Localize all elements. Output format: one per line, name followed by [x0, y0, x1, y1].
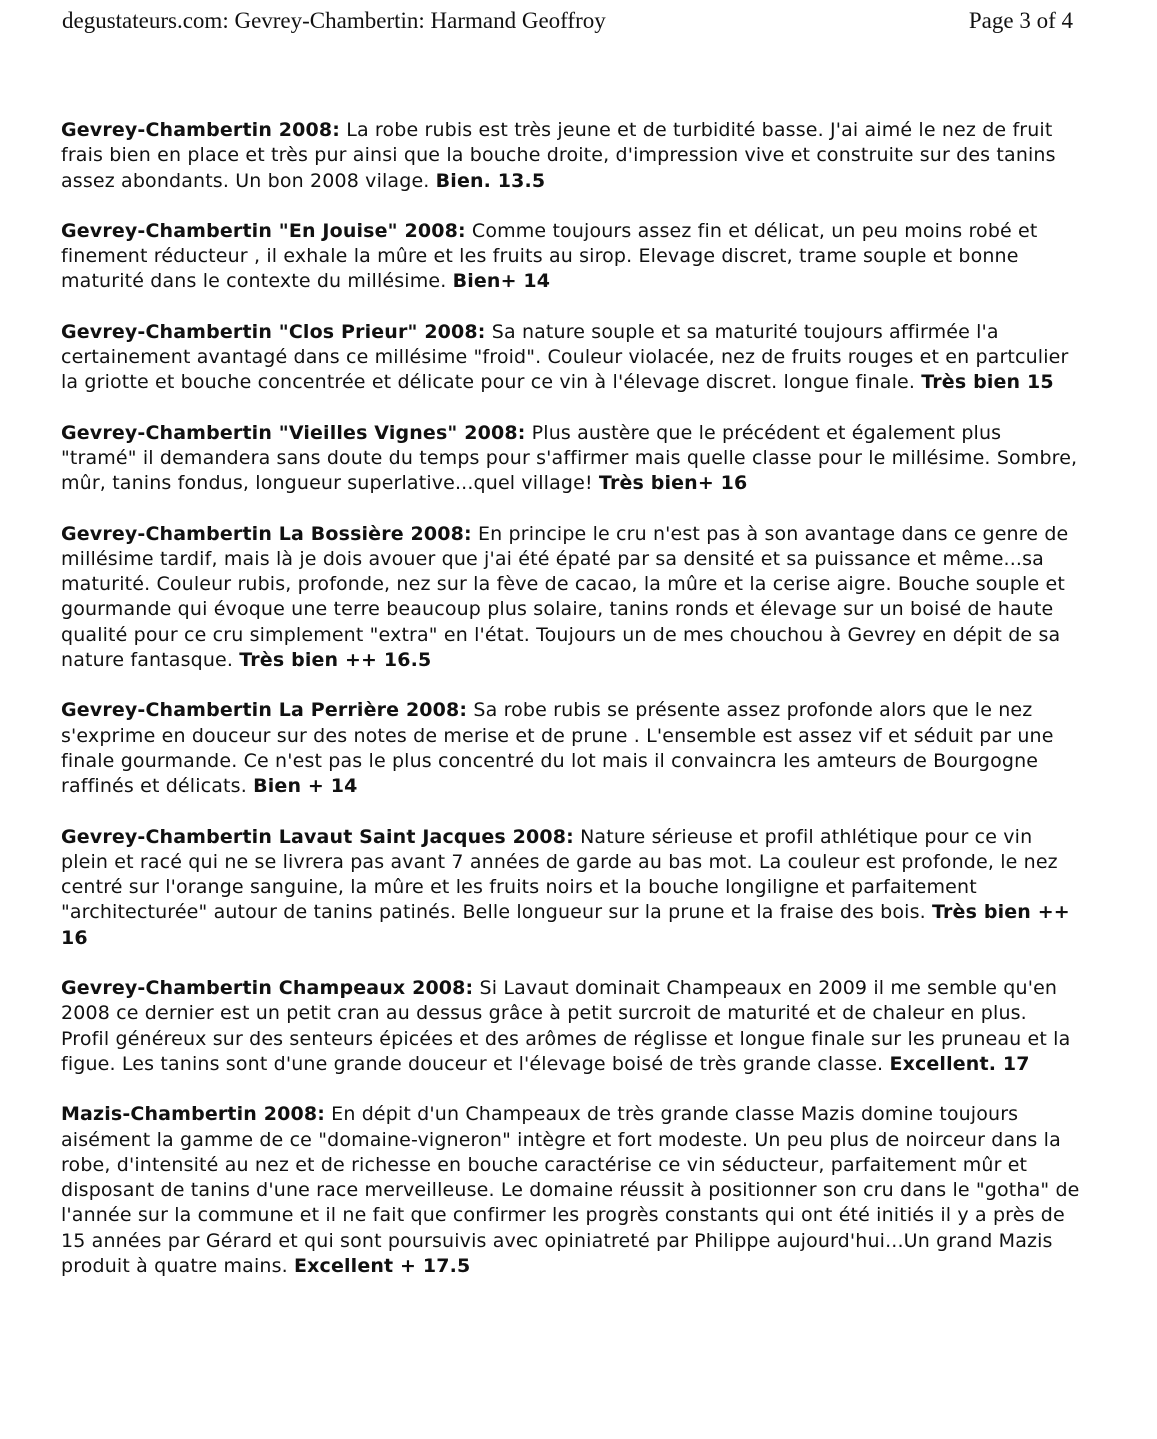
- tasting-note: [61, 320, 1081, 396]
- wine-name: Gevrey-Chambertin "En Jouise" 2008:: [61, 219, 466, 242]
- rating: Excellent + 17.5: [294, 1254, 471, 1277]
- page-number: Page 3 of 4: [968, 8, 1073, 33]
- rating: Bien. 13.5: [435, 169, 546, 192]
- tasting-note: [61, 421, 1081, 497]
- rating: Excellent. 17: [889, 1052, 1030, 1075]
- rating: Très bien ++ 16: [61, 901, 1070, 949]
- note-text: Sa robe rubis se présente assez profonde alors que le nez s'exprime en douceur sur des notes de merise et de prune . L'ensemble est assez vif et séduit par une finale gourmande. Ce n'est pas le plus concentré du lot mais il convaincra les amteurs de Bourgogne raffinés et délicats.: [61, 699, 1054, 798]
- rating: Très bien 15: [921, 371, 1054, 394]
- note-text: Plus austère que le précédent et également plus "tramé" il demandera sans doute du temps pour s'affirmer mais quelle classe pour le millésime. Sombre, mûr, tanins fondus, longueur superlative...quel village!: [61, 421, 1078, 495]
- note-text: Si Lavaut dominait Champeaux en 2009 il me semble qu'en 2008 ce dernier est un petit cran au dessus grâce à petit surcroit de maturité et de chaleur en plus. Profil généreux sur des senteurs épicées et des arômes de réglisse et longue finale sur les pruneau et la figue. Les tanins sont d'une grande douceur et l'élevage boisé de très grande classe.: [61, 977, 1071, 1075]
- rating: Bien + 14: [253, 775, 358, 798]
- wine-name: Mazis-Chambertin 2008:: [61, 1103, 325, 1126]
- tasting-note: [61, 825, 1081, 951]
- wine-name: Gevrey-Chambertin "Clos Prieur" 2008:: [61, 320, 486, 343]
- note-text: Sa nature souple et sa maturité toujours affirmée l'a certainement avantagé dans ce millésime "froid". Couleur violacée, nez de fruits rouges et en partculier la griotte et bouche concentrée et délicate pour ce vin à l'élevage discret. longue finale.: [61, 320, 1069, 394]
- note-text: La robe rubis est très jeune et de turbidité basse. J'ai aimé le nez de fruit frais bien en place et très pur ainsi que la bouche droite, d'impression vive et construite sur des tanins assez abondants. Un bon 2008 vilage.: [61, 119, 1056, 192]
- note-text: Comme toujours assez fin et délicat, un peu moins robé et finement réducteur , il exhale la mûre et les fruits au sirop. Elevage discret, trame souple et bonne maturité dans le contexte du millésime.: [61, 219, 1038, 293]
- tasting-note: [61, 976, 1081, 1077]
- tasting-note: [61, 118, 1081, 194]
- wine-name: Gevrey-Chambertin 2008:: [61, 119, 341, 141]
- note-text: En dépit d'un Champeaux de très grande classe Mazis domine toujours aisément la gamme de ce "domaine-vigneron" intègre et fort modeste. Un peu plus de noirceur dans la robe, d'intensité au nez et de richesse en bouche caractérise ce vin séducteur, parfaitement mûr et disposant de tanins d'une race merveilleuse. Le domaine réussit à positionner son cru dans le "gotha" de l'année sur la commune et il ne fait que confirmer les progrès constants qui ont été initiés il y a près de 15 années par Gérard et qui sont poursuivis avec opiniatreté par Philippe aujourd'hui...Un grand Mazis produit à quatre mains.: [61, 1103, 1080, 1277]
- page-header: [62, 8, 1073, 34]
- rating: Très bien+ 16: [598, 472, 748, 495]
- rating: Très bien ++ 16.5: [239, 649, 432, 672]
- wine-name: Gevrey-Chambertin La Perrière 2008:: [61, 699, 468, 722]
- tasting-note: [61, 219, 1081, 295]
- tasting-note: [61, 522, 1081, 674]
- wine-name: Gevrey-Chambertin Champeaux 2008:: [61, 977, 474, 1000]
- document-title: degustateurs.com: Gevrey-Chambertin: Harmand Geoffroy: [62, 8, 606, 33]
- wine-name: Gevrey-Chambertin Lavaut Saint Jacques 2008:: [61, 825, 574, 848]
- note-text: Nature sérieuse et profil athlétique pour ce vin plein et racé qui ne se livrera pas avant 7 années de garde au bas mot. La couleur est profonde, le nez centré sur l'orange sanguine, la mûre et les fruits noirs et la bouche longiligne et parfaitement "architecturée" autour de tanins patinés. Belle longueur sur la prune et la fraise des bois.: [61, 825, 1058, 924]
- note-text: En principe le cru n'est pas à son avantage dans ce genre de millésime tardif, mais là je dois avouer que j'ai été épaté par sa densité et sa puissance et même...sa maturité. Couleur rubis, profonde, nez sur la fève de cacao, la mûre et la cerise aigre. Bouche souple et gourmande qui évoque une terre beaucoup plus solaire, tanins ronds et élevage sur un boisé de haute qualité pour ce cru simplement "extra" en l'état. Toujours un de mes chouchou à Gevrey en dépit de sa nature fantasque.: [61, 522, 1069, 672]
- wine-name: Gevrey-Chambertin "Vieilles Vignes" 2008:: [61, 421, 526, 444]
- wine-name: Gevrey-Chambertin La Bossière 2008:: [61, 522, 472, 545]
- tasting-notes: [61, 118, 1081, 1304]
- tasting-note: [61, 1102, 1081, 1279]
- rating: Bien+ 14: [452, 270, 551, 293]
- tasting-note: [61, 698, 1081, 799]
